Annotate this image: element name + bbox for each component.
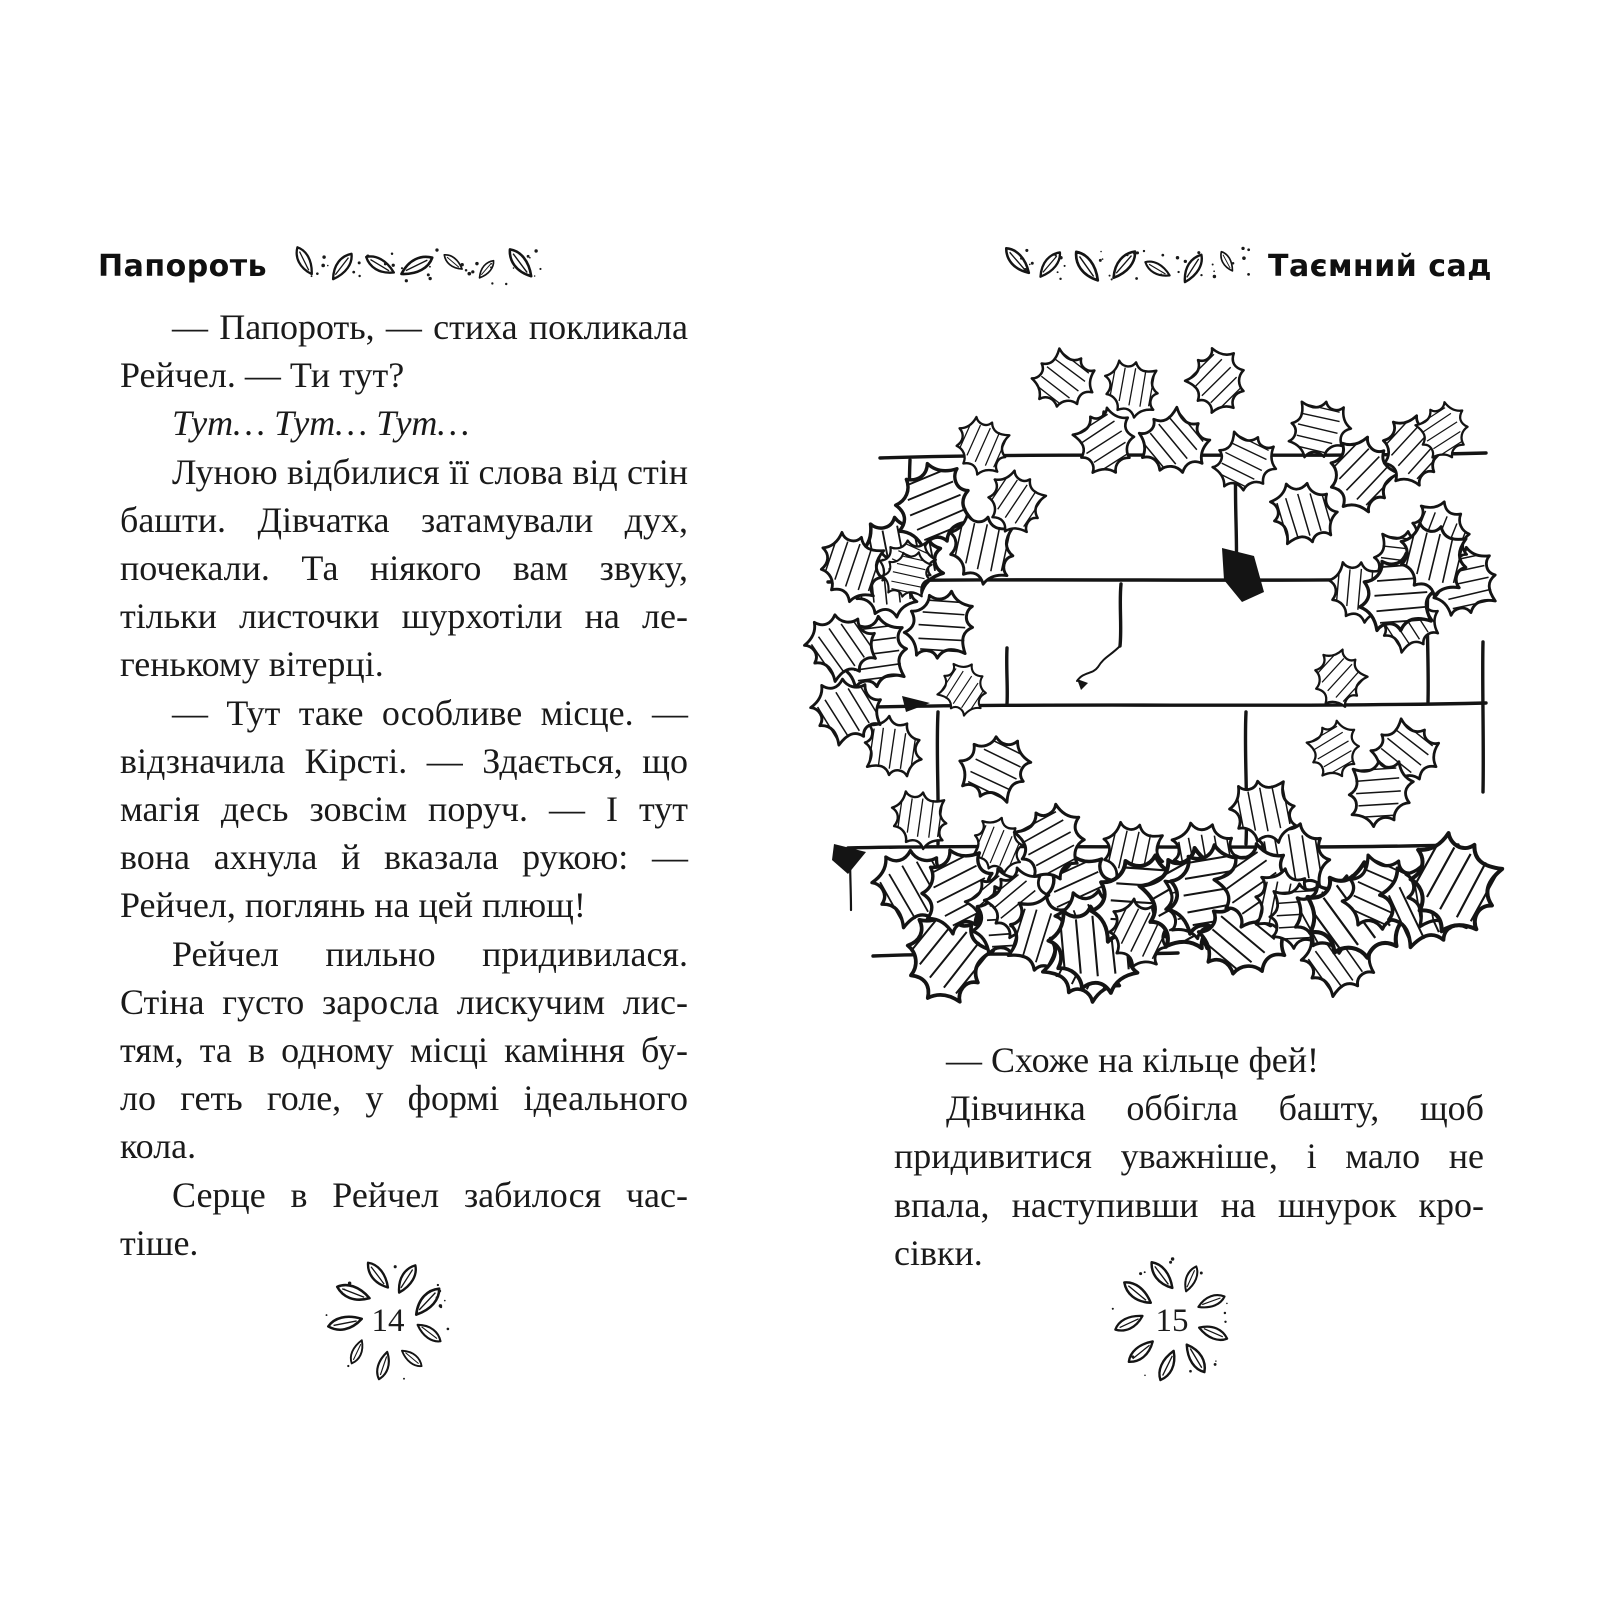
left-page-footer <box>322 1253 454 1389</box>
text-line: почекали. Та ніякого вам звуку, <box>120 548 688 589</box>
right-book-title: Таємний сад <box>1268 248 1492 284</box>
left-page-text <box>120 303 688 1267</box>
page-number: 14 <box>371 1302 405 1339</box>
text-line: — Папороть, — стиха покликала <box>172 307 688 347</box>
text-line: кола. <box>120 1126 197 1167</box>
leaf-garland-icon <box>289 242 539 290</box>
paragraph <box>120 689 688 930</box>
text-line: тіше. <box>120 1222 199 1263</box>
ivy-ring-brick-wall-drawing <box>818 352 1518 1002</box>
text-line: Рейчел пильно придивилася. <box>172 933 688 974</box>
text-line: Дівчинка оббігла башту, щоб <box>946 1088 1484 1129</box>
text-line: — Тут таке особливе місце. — <box>172 692 688 733</box>
text-line: Рейчел, поглянь на цей плющ! <box>120 885 586 926</box>
text-line: вона ахнула й вказала рукою: — <box>120 837 688 878</box>
paragraph <box>120 448 688 689</box>
paragraph <box>120 303 688 399</box>
leaf-garland-icon <box>1002 242 1252 290</box>
ivy-leaves-group <box>799 345 1516 1014</box>
text-line: придивитися уважніше, і мало не <box>894 1136 1484 1177</box>
text-line: відзначила Кірсті. — Здається, що <box>120 740 688 781</box>
text-line: Луною відбилися її слова від стін <box>172 451 688 492</box>
paragraph <box>894 1036 1484 1084</box>
text-line: башти. Дівчатка затамували дух, <box>120 499 688 540</box>
text-line: Тут… Тут… Тут… <box>172 403 470 444</box>
text-line: Серце в Рейчел забилося час- <box>172 1174 688 1215</box>
text-line: тям, та в одному місці каміння бу- <box>120 1030 688 1071</box>
text-line: впала, наступивши на шнурок кро- <box>894 1184 1484 1225</box>
paragraph <box>894 1084 1484 1277</box>
right-running-head <box>1022 238 1492 294</box>
paragraph <box>120 399 688 447</box>
text-line: магія десь зовсім поруч. — І тут <box>120 789 688 830</box>
text-line: Рейчел. — Ти тут? <box>120 355 405 396</box>
text-line: Стіна густо заросла лискучим лис- <box>120 981 688 1022</box>
text-line: ло геть голе, у формі ідеального <box>120 1078 688 1119</box>
ivy-wall-illustration <box>818 352 1518 1002</box>
text-line: — Схоже на кільце фей! <box>946 1040 1320 1080</box>
right-page-text <box>894 1036 1484 1277</box>
text-line: генькому вітерці. <box>120 644 384 685</box>
left-chapter-title: Папороть <box>98 248 268 284</box>
left-running-head <box>98 238 539 294</box>
text-line: сівки. <box>894 1232 983 1273</box>
paragraph <box>120 930 688 1171</box>
page-number: 15 <box>1155 1302 1189 1339</box>
right-page-footer <box>1106 1253 1238 1389</box>
text-line: тільки листочки шурхотіли на ле- <box>120 596 688 637</box>
